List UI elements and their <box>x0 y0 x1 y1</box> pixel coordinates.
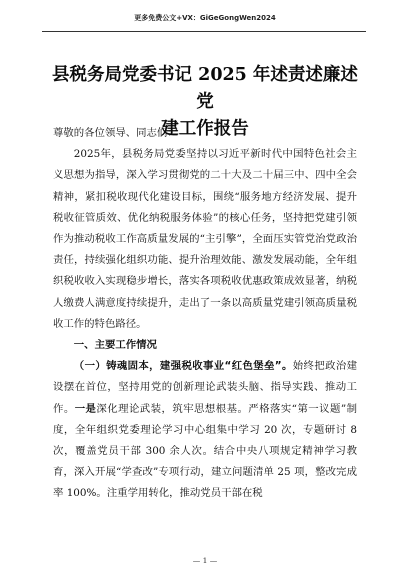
title-line-1: 县税务局党委书记 2025 年述责述廉述党 <box>52 65 358 112</box>
document-body <box>53 123 357 505</box>
section-heading: 一、主要工作情况 <box>73 339 157 352</box>
intro-paragraph: 2025年，县税务局党委坚持以习近平新时代中国特色社会主义思想为指导，深入学习贯彻党的二十大及二十届三中、四中全会精神，紧扣税收现代化建设目标，围绕“服务地方经济发展、提升税收征管质效、优化纳税服务体验”的核心任务，坚持把党建引领作为推动税收工作高质量发展的“主引擎”，全面压实管党治党政治责任，持续强化组织功能、提升治理效能、激发发展动能，全年组织税收收入实现稳步增长，落实各项税收优惠政策成效显著，纳税人缴费人满意度持续提升，走出了一条以高质量党建引领高质量税收工作的特色路径。 <box>53 148 357 330</box>
point-body: 深化理论武装，筑牢思想根基。严格落实“第一议题”制度，全年组织党委理论学习中心组集中学习 20 次，专题研讨 8 次，覆盖党员干部 300 余人次。结合中央八项规定精神学习教育，深入开展“学查改”专项行动，建立问题清单 25 项，整改完成率 100%。注重学用转化，推动党员干部在税 <box>53 402 358 500</box>
subsection-title: （一）铸魂固本，建强税收事业“红色堡垒”。 <box>73 360 293 373</box>
point-label: 一是 <box>74 402 97 415</box>
salutation: 尊敬的各位领导、同志们： <box>53 127 178 139</box>
title-line-2: 建工作报告 <box>161 119 249 139</box>
header-divider <box>42 31 366 32</box>
page-number: — 1 — <box>192 556 218 565</box>
subsection-paragraph <box>53 356 357 504</box>
header-note: 更多免费公文+VX：GiGeGongWen2024 <box>134 14 276 22</box>
subsection-lead: 始终把政治建设摆在首位，坚持用党的创新理论武装头脑、指导实践、推动工作。 <box>53 360 358 415</box>
